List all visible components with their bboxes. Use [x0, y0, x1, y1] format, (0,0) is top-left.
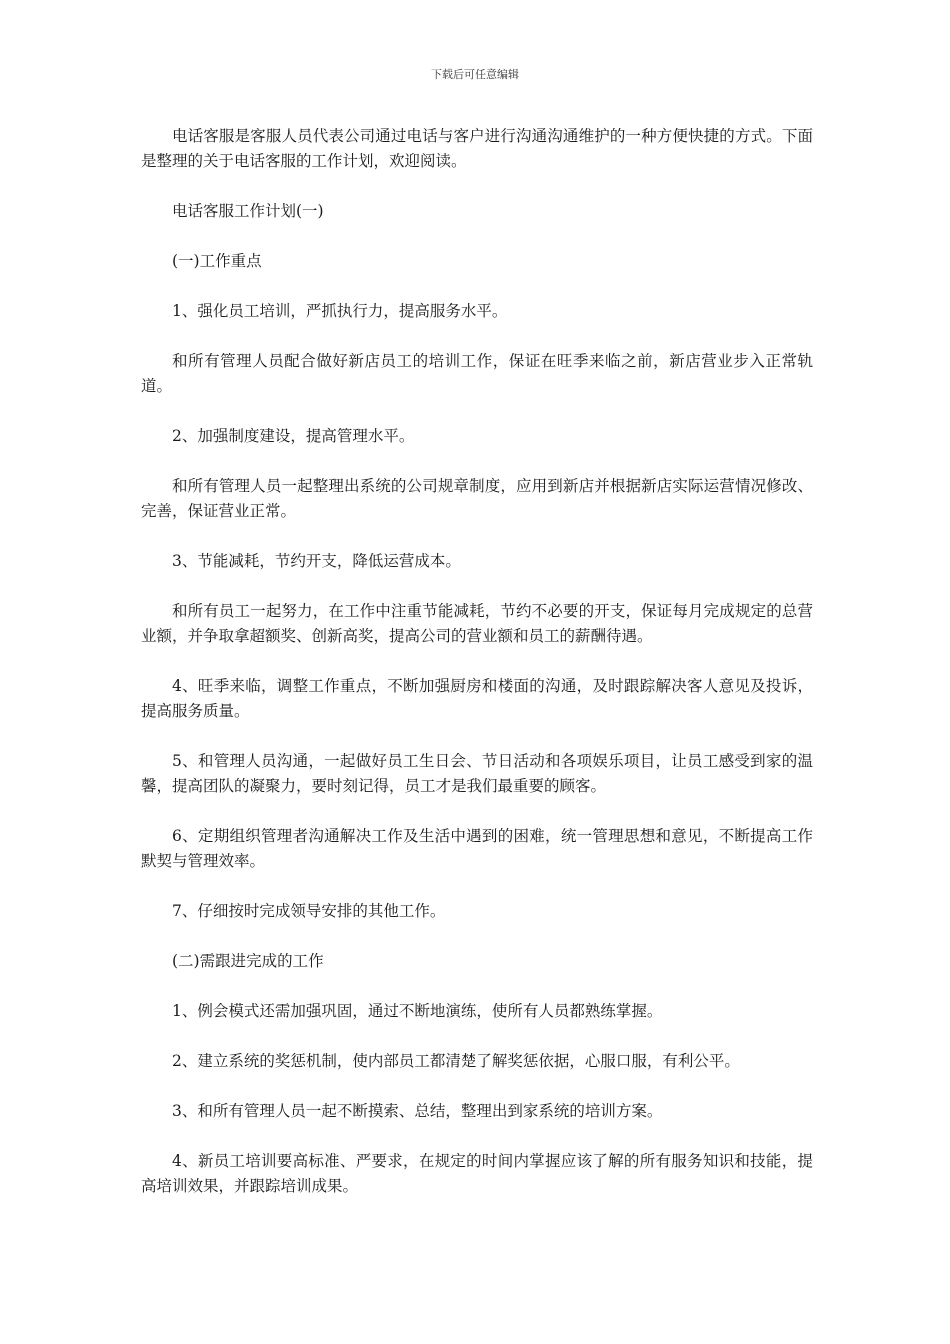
list-item: 7、仔细按时完成领导安排的其他工作。 — [172, 902, 446, 920]
subsection-heading-2: (二)需跟进完成的工作 — [172, 952, 324, 970]
list-item: 3、节能减耗，节约开支，降低运营成本。 — [172, 552, 461, 570]
intro-paragraph: 电话客服是客服人员代表公司通过电话与客户进行沟通沟通维护的一种方便快捷的方式。下面是整理的关于电话客服的工作计划，欢迎阅读。 — [141, 127, 813, 170]
body-paragraph: 和所有管理人员一起整理出系统的公司规章制度，应用到新店并根据新店实际运营情况修改、完善，保证营业正常。 — [141, 477, 813, 520]
list-item: 6、定期组织管理者沟通解决工作及生活中遇到的困难，统一管理思想和意见，不断提高工作默契与管理效率。 — [141, 827, 813, 870]
body-paragraph: 和所有员工一起努力，在工作中注重节能减耗，节约不必要的开支，保证每月完成规定的总营业额，并争取拿超额奖、创新高奖，提高公司的营业额和员工的薪酬待遇。 — [141, 602, 813, 645]
page-header-note: 下载后可任意编辑 — [431, 68, 519, 81]
subsection-heading-1: (一)工作重点 — [172, 252, 262, 270]
list-item: 4、新员工培训要高标准、严要求，在规定的时间内掌握应该了解的所有服务知识和技能，提高培训效果，并跟踪培训成果。 — [141, 1152, 813, 1195]
list-item: 5、和管理人员沟通，一起做好员工生日会、节日活动和各项娱乐项目，让员工感受到家的温馨，提高团队的凝聚力，要时刻记得，员工才是我们最重要的顾客。 — [141, 752, 813, 795]
list-item: 2、加强制度建设，提高管理水平。 — [172, 427, 415, 445]
list-item: 2、建立系统的奖惩机制，使内部员工都清楚了解奖惩依据，心服口服，有利公平。 — [172, 1052, 740, 1070]
list-item: 4、旺季来临，调整工作重点，不断加强厨房和楼面的沟通，及时跟踪解决客人意见及投诉，提高服务质量。 — [141, 677, 813, 720]
list-item: 1、强化员工培训，严抓执行力，提高服务水平。 — [172, 302, 508, 320]
section-title: 电话客服工作计划(一) — [172, 202, 324, 220]
document-body — [141, 124, 813, 1224]
body-paragraph: 和所有管理人员配合做好新店员工的培训工作，保证在旺季来临之前，新店营业步入正常轨道。 — [141, 352, 813, 395]
list-item: 1、例会模式还需加强巩固，通过不断地演练，使所有人员都熟练掌握。 — [172, 1002, 663, 1020]
list-item: 3、和所有管理人员一起不断摸索、总结，整理出到家系统的培训方案。 — [172, 1102, 663, 1120]
